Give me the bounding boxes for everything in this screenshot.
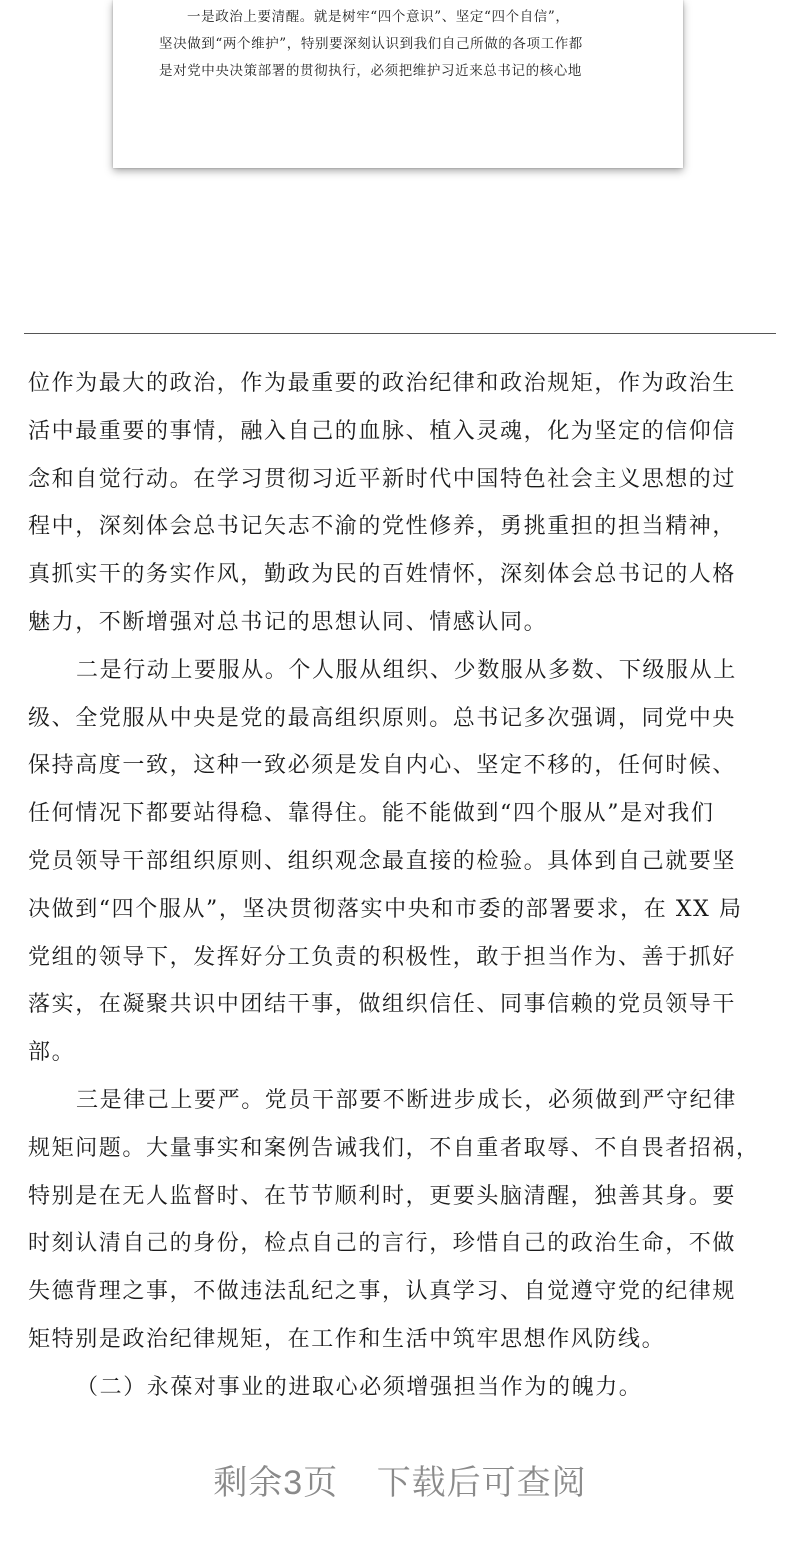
paragraph-3: [28, 1077, 774, 1364]
page-preview-card: [113, 0, 683, 168]
text-line: 魅力，不断增强对总书记的思想认同、情感认同。: [28, 609, 548, 635]
text-line: 决做到“四个服从”，坚决贯彻落实中央和市委的部署要求，在 XX 局: [28, 896, 743, 922]
text-line: 程中，深刻体会总书记矢志不渝的党性修养，勇挑重担的担当精神，: [28, 514, 737, 540]
text-line: 部。: [28, 1040, 76, 1066]
text-line: 矩特别是政治纪律规矩，在工作和生活中筑牢思想作风防线。: [28, 1326, 666, 1352]
text-line: 落实，在凝聚共识中团结干事，做组织信任、同事信赖的党员领导干: [28, 992, 737, 1018]
text-line: 规矩问题。大量事实和案例告诫我们，不自重者取辱、不自畏者招祸，: [28, 1135, 760, 1161]
paragraph-2: [28, 647, 774, 1077]
text-line: 真抓实干的务实作风，勤政为民的百姓情怀，深刻体会总书记的人格: [28, 562, 737, 588]
text-line: 党组的领导下，发挥好分工负责的积极性，敢于担当作为、善于抓好: [28, 944, 737, 970]
text-line: 二是行动上要服从。个人服从组织、少数服从多数、下级服从上: [76, 657, 737, 683]
preview-line: 一是政治上要清醒。就是树牢“四个意识”、坚定“四个自信”，: [187, 9, 570, 25]
preview-line: 是对党中央决策部署的贯彻执行，必须把维护习近来总书记的核心地: [159, 63, 582, 79]
document-body: [28, 360, 774, 1412]
text-line: 特别是在无人监督时、在节节顺利时，更要头脑清醒，独善其身。要: [28, 1183, 737, 1209]
text-line: 保持高度一致，这种一致必须是发自内心、坚定不移的，任何时候、: [28, 753, 737, 779]
text-line: 时刻认清自己的身份，检点自己的言行，珍惜自己的政治生命，不做: [28, 1231, 737, 1257]
remaining-pages-notice[interactable]: [0, 1455, 800, 1504]
text-line: 失德背理之事，不做违法乱纪之事，认真学习、自觉遵守党的纪律规: [28, 1279, 737, 1305]
preview-line: 坚决做到“两个维护”，特别要深刻认识到我们自己所做的各项工作都: [159, 36, 583, 52]
text-line: 三是律己上要严。党员干部要不断进步成长，必须做到严守纪律: [76, 1087, 737, 1113]
download-to-view-label: 下载后可查阅: [376, 1464, 587, 1502]
text-line: 党员领导干部组织原则、组织观念最直接的检验。具体到自己就要坚: [28, 848, 737, 874]
text-line: 位作为最大的政治，作为最重要的政治纪律和政治规矩，作为政治生: [28, 371, 737, 396]
text-line: 任何情况下都要站得稳、靠得住。能不能做到“四个服从”是对我们: [28, 801, 715, 827]
heading-line: （二）永葆对事业的进取心必须增强担当作为的魄力。: [76, 1374, 643, 1400]
page-separator: [24, 333, 776, 334]
text-line: 级、全党服从中央是党的最高组织原则。总书记多次强调，同党中央: [28, 705, 737, 731]
text-line: 念和自觉行动。在学习贯彻习近平新时代中国特色社会主义思想的过: [28, 466, 737, 492]
paragraph-1: [28, 360, 774, 647]
remaining-pages-label: 剩余3页: [213, 1464, 339, 1502]
text-line: 活中最重要的事情，融入自己的血脉、植入灵魂，化为坚定的信仰信: [28, 418, 737, 444]
preview-text: [159, 4, 639, 85]
section-heading: [28, 1364, 774, 1412]
